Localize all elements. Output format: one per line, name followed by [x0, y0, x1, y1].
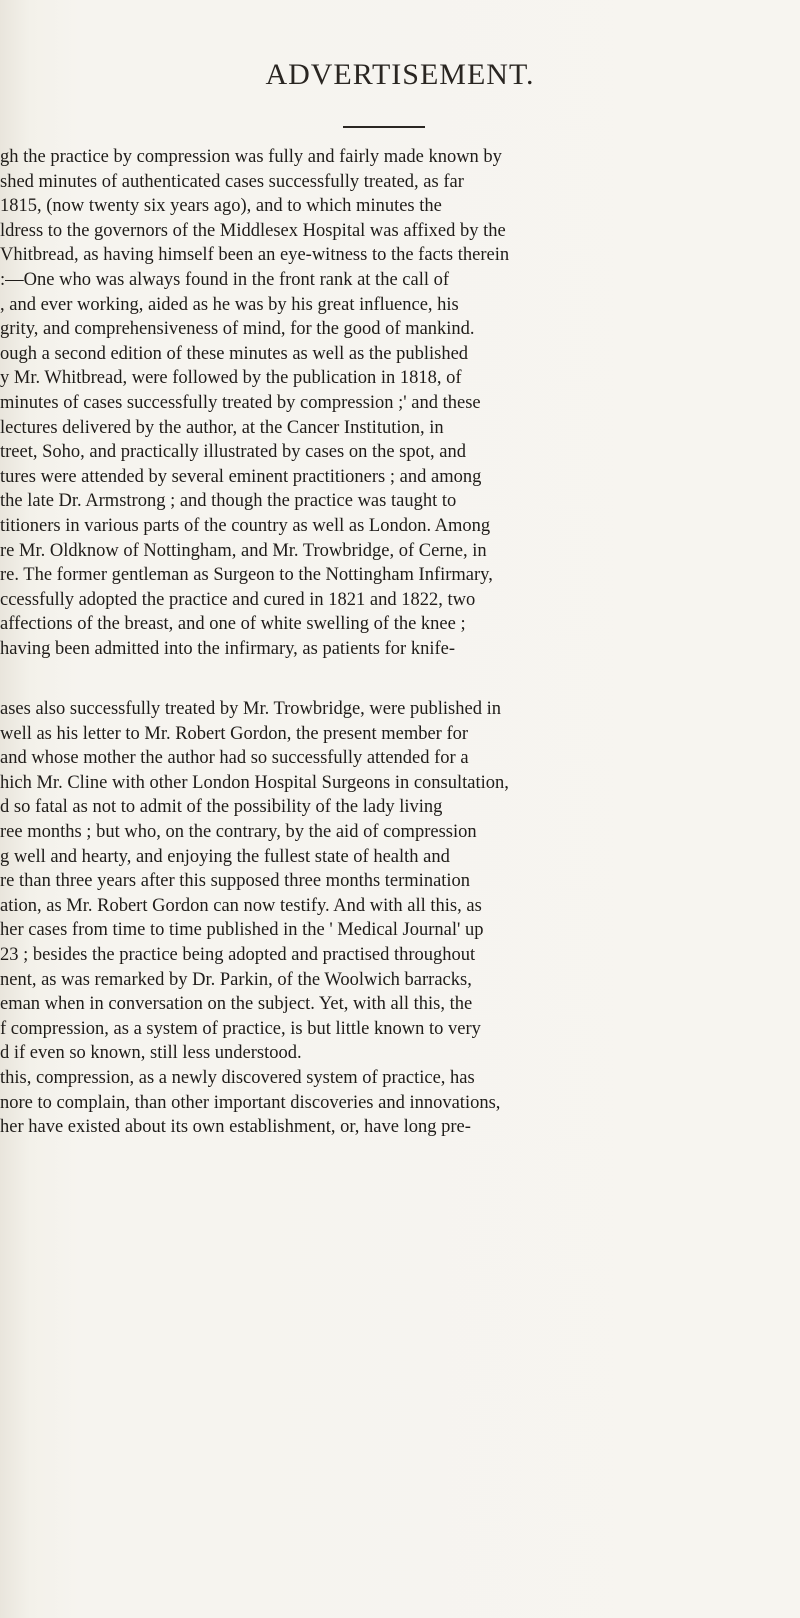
text-line: her cases from time to time published in the ' Medical Journal' up: [0, 920, 484, 941]
text-line: y Mr. Whitbread, were followed by the publication in 1818, of: [0, 368, 462, 389]
text-line: nore to complain, than other important discoveries and innovations,: [0, 1092, 501, 1113]
text-line: titioners in various parts of the country as well as London. Among: [0, 515, 491, 536]
text-line: ation, as Mr. Robert Gordon can now testify. And with all this, as: [0, 895, 482, 916]
text-line: :—One who was always found in the front rank at the call of: [0, 269, 450, 290]
text-line: g well and hearty, and enjoying the fullest state of health and: [0, 846, 450, 867]
text-line: the late Dr. Armstrong ; and though the practice was taught to: [0, 491, 457, 512]
text-line: ccessfully adopted the practice and cured in 1821 and 1822, two: [0, 589, 476, 610]
text-line: f compression, as a system of practice, is but little known to very: [0, 1018, 481, 1039]
title-rule: [343, 126, 425, 128]
text-line: gh the practice by compression was fully and fairly made known by: [0, 147, 502, 167]
text-line: well as his letter to Mr. Robert Gordon, the present member for: [0, 723, 469, 744]
text-line: 23 ; besides the practice being adopted and practised throughout: [0, 944, 476, 965]
paragraph-2: [0, 697, 775, 1140]
text-line: hich Mr. Cline with other London Hospital Surgeons in consultation,: [0, 772, 509, 793]
text-line: Vhitbread, as having himself been an eye-witness to the facts therein: [0, 245, 510, 266]
page-title: ADVERTISEMENT.: [265, 58, 535, 91]
text-line: having been admitted into the infirmary, as patients for knife-: [0, 638, 455, 659]
text-line: affections of the breast, and one of white swelling of the knee ;: [0, 614, 466, 635]
text-line: ree months ; but who, on the contrary, by the aid of compression: [0, 821, 477, 842]
text-line: re Mr. Oldknow of Nottingham, and Mr. Trowbridge, of Cerne, in: [0, 540, 487, 561]
text-line: re than three years after this supposed three months termination: [0, 871, 471, 892]
text-line: ldress to the governors of the Middlesex Hospital was affixed by the: [0, 220, 506, 241]
text-line: ases also successfully treated by Mr. Trowbridge, were published in: [0, 699, 501, 719]
text-line: treet, Soho, and practically illustrated by cases on the spot, and: [0, 442, 466, 463]
text-line: d if even so known, still less understood.: [0, 1043, 302, 1064]
text-line: lectures delivered by the author, at the Cancer Institution, in: [0, 417, 444, 438]
text-line: minutes of cases successfully treated by compression ;' and these: [0, 392, 481, 413]
text-line: her have existed about its own establishment, or, have long pre-: [0, 1117, 471, 1138]
text-line: this, compression, as a newly discovered system of practice, has: [0, 1067, 475, 1088]
text-line: tures were attended by several eminent practitioners ; and among: [0, 466, 482, 487]
paragraph-1: [0, 145, 775, 661]
text-line: re. The former gentleman as Surgeon to the Nottingham Infirmary,: [0, 565, 493, 586]
text-line: ough a second edition of these minutes as well as the published: [0, 343, 469, 364]
text-line: grity, and comprehensiveness of mind, for the good of mankind.: [0, 319, 475, 340]
text-line: 1815, (now twenty six years ago), and to which minutes the: [0, 196, 442, 217]
text-line: d so fatal as not to admit of the possibility of the lady living: [0, 797, 443, 818]
text-line: and whose mother the author had so successfully attended for a: [0, 748, 469, 769]
text-line: shed minutes of authenticated cases successfully treated, as far: [0, 171, 464, 192]
text-line: nent, as was remarked by Dr. Parkin, of the Woolwich barracks,: [0, 969, 472, 990]
text-line: eman when in conversation on the subject. Yet, with all this, the: [0, 994, 473, 1015]
text-line: , and ever working, aided as he was by his great influence, his: [0, 294, 459, 315]
